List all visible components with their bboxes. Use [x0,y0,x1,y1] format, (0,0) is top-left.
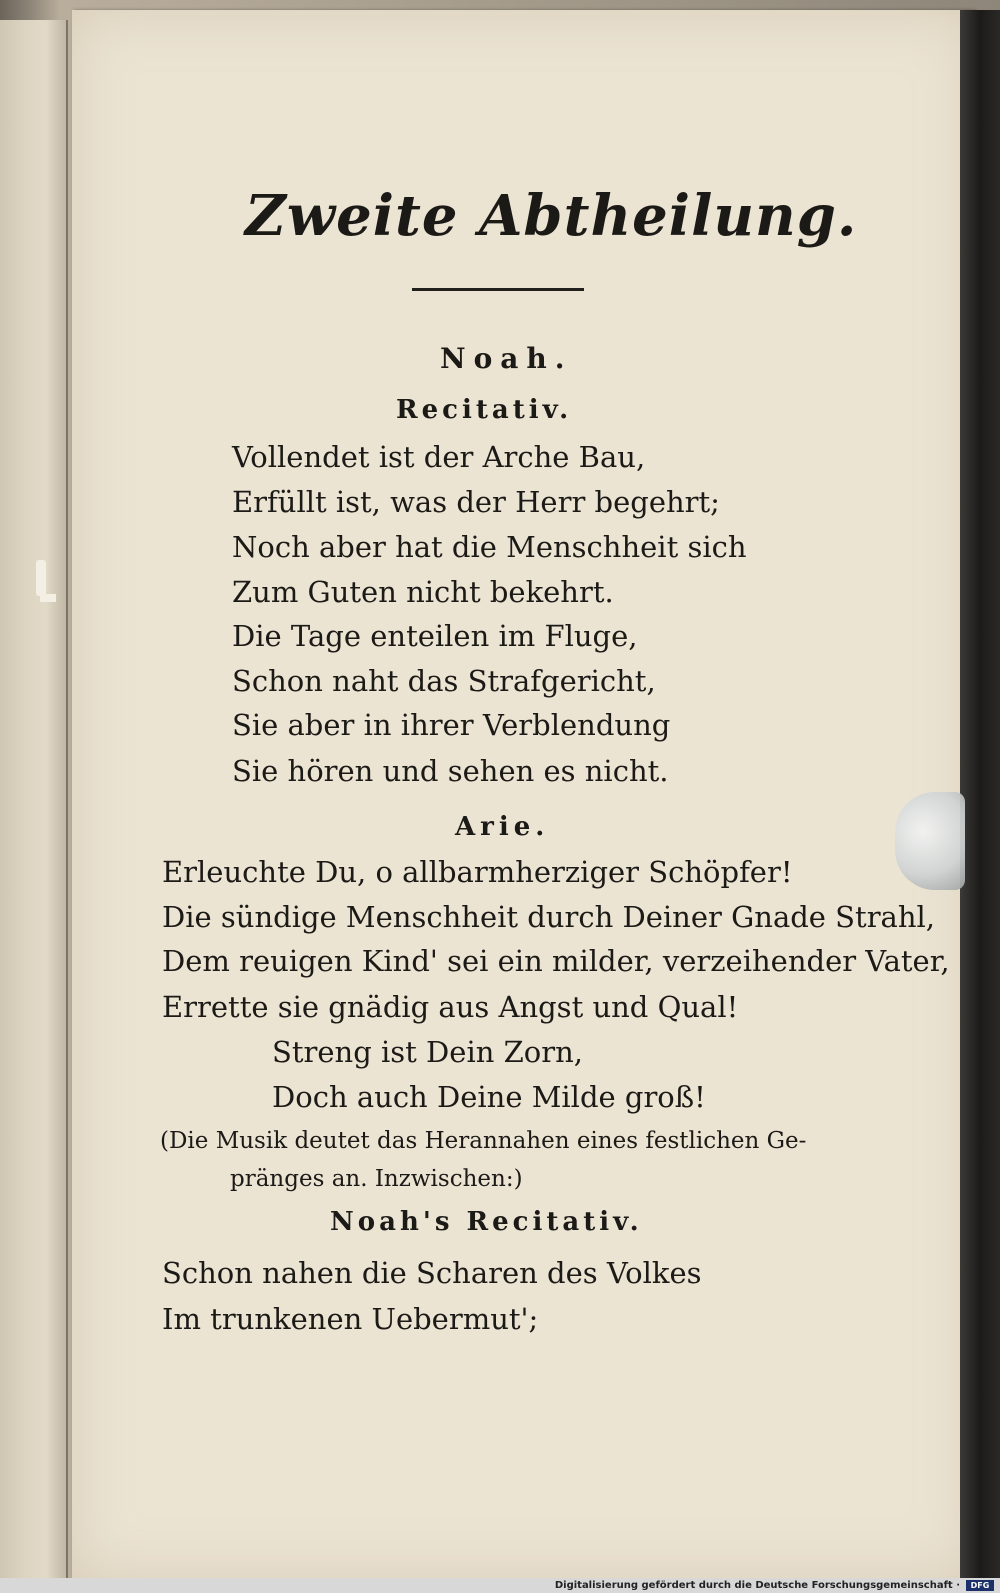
recitativ-line: Vollendet ist der Arche Bau, [232,440,646,474]
arie-line: Dem reuigen Kind' sei ein milder, verzeihender Vater, [162,944,950,978]
recitativ-line: Sie hören und sehen es nicht. [232,754,669,788]
recitativ-line: Erfüllt ist, was der Herr begehrt; [232,485,720,519]
heading-noah: Noah. [440,342,573,375]
recitativ-line: Zum Guten nicht bekehrt. [232,575,614,609]
arie-line: Doch auch Deine Milde groß! [272,1080,706,1114]
title-rule [412,288,584,291]
page-edge-shadow [960,10,1000,1580]
arie-line: Streng ist Dein Zorn, [272,1035,583,1069]
final-line: Schon nahen die Scharen des Volkes [162,1256,702,1290]
section-title: Zweite Abtheilung. [245,183,858,249]
arie-line: Die sündige Menschheit durch Deiner Gnade Strahl, [162,900,936,934]
heading-recitativ: Recitativ. [396,395,573,425]
page-clip [895,792,965,890]
final-line: Im trunkenen Uebermut'; [162,1302,539,1336]
recitativ-line: Die Tage enteilen im Fluge, [232,619,638,653]
arie-line: Errette sie gnädig aus Angst und Qual! [162,990,739,1024]
previous-page-edge [0,20,68,1580]
paper-tear [40,594,56,602]
paper-tear [36,560,46,596]
recitativ-line: Noch aber hat die Menschheit sich [232,530,747,564]
heading-noahs-recitativ: Noah's Recitativ. [330,1207,643,1237]
stage-direction: pränges an. Inzwischen:) [230,1166,523,1192]
stage-direction: (Die Musik deutet das Herannahen eines festlichen Ge- [160,1128,807,1154]
arie-line: Erleuchte Du, o allbarmherziger Schöpfer! [162,855,793,889]
heading-arie: Arie. [455,812,550,842]
footer-credit: Digitalisierung gefördert durch die Deutsche Forschungsgemeinschaft · [554,1580,960,1591]
recitativ-line: Schon naht das Strafgericht, [232,664,656,698]
recitativ-line: Sie aber in ihrer Verblendung [232,708,671,742]
dfg-logo: DFG [966,1580,994,1591]
